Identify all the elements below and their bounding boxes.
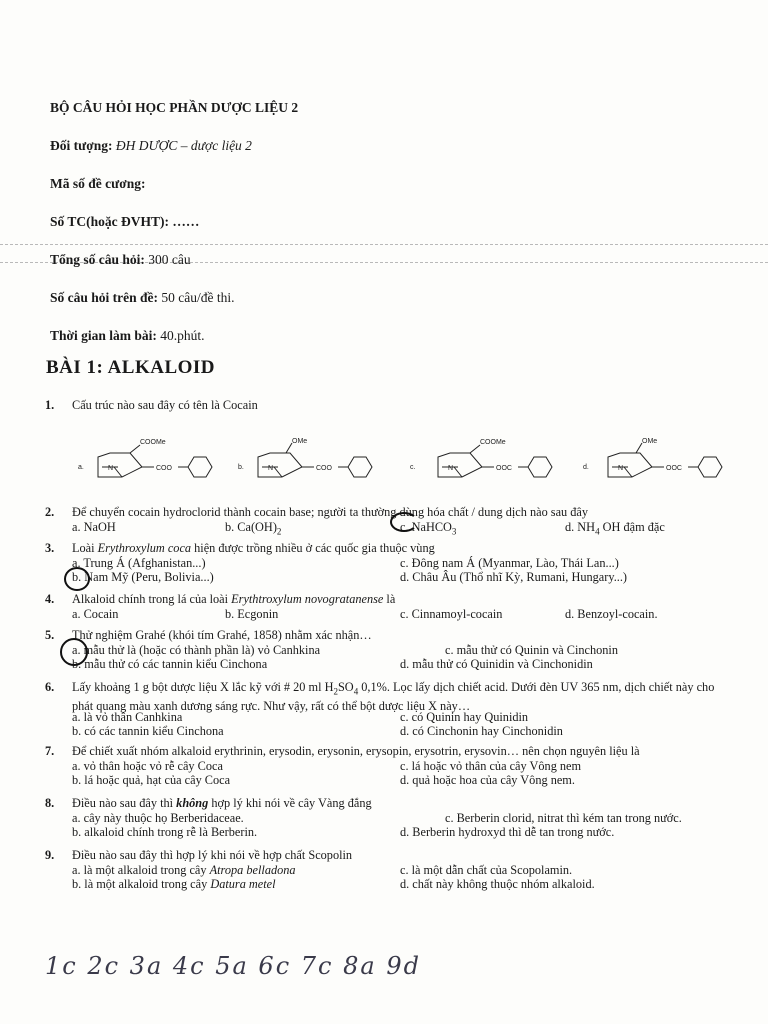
- answer-mark-2c: [390, 512, 418, 532]
- structure-label-c: c.: [410, 464, 416, 471]
- option-5b: b. mẫu thử có các tannin kiểu Cinchona: [72, 657, 268, 671]
- structure-n-d: N: [618, 465, 624, 472]
- option-3c: c. Đông nam Á (Myanmar, Lào, Thái Lan...): [400, 556, 619, 570]
- structure-top-group-d: OMe: [642, 438, 658, 445]
- answer-mark-3b: [64, 567, 90, 591]
- option-8c: c. Berberin clorid, nitrat thì kém tan trong nước.: [445, 811, 682, 825]
- questions-per-exam: Số câu hỏi trên đề: 50 câu/đề thi.: [50, 290, 235, 305]
- structure-label-d: d.: [583, 464, 589, 471]
- option-5d: d. mẫu thử có Quinidin và Cinchonidin: [400, 657, 593, 671]
- option-5c: c. mẫu thử có Quinin và Cinchonin: [445, 643, 618, 657]
- structure-n-a: N: [108, 465, 114, 472]
- option-8b: b. alkaloid chính trong rễ là Berberin.: [72, 825, 258, 839]
- exam-duration: Thời gian làm bài: 40.phút.: [50, 328, 205, 343]
- option-5a: a. mẫu thử là (hoặc có thành phần là) vỏ Canhkina: [72, 643, 321, 657]
- option-9d: d. chất này không thuộc nhóm alkaloid.: [400, 877, 595, 891]
- option-7c: c. lá hoặc vỏ thân của cây Vông nem: [400, 759, 582, 773]
- structure-side-group-b: COO: [316, 465, 332, 472]
- handwritten-answer-key: 1c 2c 3a 4c 5a 6c 7c 8a 9d: [45, 952, 421, 980]
- option-8d: d. Berberin hydroxyd thì dễ tan trong nước.: [400, 825, 615, 839]
- structure-side-group-d: OOC: [666, 465, 682, 472]
- option-3b: b. Nam Mỹ (Peru, Bolivia...): [72, 570, 214, 584]
- scan-divider: [0, 244, 768, 245]
- credit-count: Số TC(hoặc ĐVHT): ……: [50, 214, 200, 229]
- option-6a: a. là vỏ thân Canhkina: [72, 710, 183, 724]
- option-4c: c. Cinnamoyl-cocain: [400, 607, 503, 621]
- option-2c: c. NaHCO$_3$: [400, 520, 457, 537]
- total-questions: Tổng số câu hỏi: 300 câu: [50, 252, 191, 267]
- option-7a: a. vỏ thân hoặc vỏ rễ cây Coca: [72, 759, 223, 773]
- option-2b: b. $Ca(OH)_2$: [225, 520, 282, 537]
- option-6d: d. có Cinchonin hay Cinchonidin: [400, 724, 563, 738]
- option-2a: a. NaOH: [72, 520, 116, 534]
- structure-options: [70, 435, 730, 495]
- option-3d: d. Châu Âu (Thổ nhĩ Kỳ, Rumani, Hungary...): [400, 570, 628, 584]
- structure-d: [608, 443, 722, 477]
- option-3a: a. Trung Á (Afghanistan...): [72, 556, 206, 570]
- option-7d: d. quả hoặc hoa của cây Vông nem.: [400, 773, 575, 787]
- structure-n-c: N: [448, 465, 454, 472]
- document-page: BỘ CÂU HỎI HỌC PHẦN DƯỢC LIỆU 2 Đối tượng: ĐH DƯỢC – dược liệu 2 Mã số đề cương: Số TC(hoặc ĐVHT): …… Tổng số câu hỏi: 300 câu Số câu hỏi trên đề: 50 câu/đề thi. Thời gian làm bài: 40.phút. BÀI 1: ALKALOID 1. Cấu trúc nào sau đây có tên là Cocain a. COOMe COO N b. OMe COO N c. COOMe OOC N d. OMe OOC N 2. Để chuyển cocain hydroclorid thành cocain base; người ta thường dùng hóa chất / dung dịch nào sau đây a. NaOH b. $Ca(OH)_2$ c. NaHCO$_3$ d. $NH_4$ OH đậm đặc 3. Loài Erythroxylum coca hiện được trồng nhiều ở các quốc gia thuộc vùng a. Trung Á (Afghanistan...) b. Nam Mỹ (Peru, Bolivia...) c. Đông nam Á (Myanmar, Lào, Thái Lan...) d. Châu Âu (Thổ nhĩ Kỳ, Rumani, Hungary...) 4. Alkaloid chính trong lá của loài Erythtroxylum novogratanense là a. Cocain b. Ecgonin c. Cinnamoyl-cocain d. Benzoyl-cocain. 5. Thử nghiệm Grahé (khói tím Grahé, 1858) nhằm xác nhận… a. mẫu thử là (hoặc có thành phần là) vỏ Canhkina b. mẫu thử có các tannin kiểu Cinchona c. mẫu thử có Quinin và Cinchonin d. mẫu thử có Quinidin và Cinchonidin 6. Lấy khoảng 1 g bột dược liệu X lắc kỹ với # 20 ml $H_2SO_4$ 0,1%. Lọc lấy dịch chiết acid. Dưới đèn UV 365 nm, dịch chiết này cho phát quang màu xanh dương sáng rực. Như vậy, rất có thể bột dược liệu X này… a. là vỏ thân Canhkina b. có các tannin kiểu Cinchona c. có Quinin hay Quinidin d. có Cinchonin hay Cinchonidin 7. Để chiết xuất nhóm alkaloid erythrinin, erysodin, erysonin, erysopin, erysotrin, erysovin… nên chọn nguyên liệu là a. vỏ thân hoặc vỏ rễ cây Coca b. lá hoặc quả, hạt của cây Coca c. lá hoặc vỏ thân của cây Vông nem d. quả hoặc hoa của cây Vông nem. 8. Điều nào sau đây thì không hợp lý khi nói về cây Vàng đắng a. cây này thuộc họ Berberidaceae. b. alkaloid chính trong rễ là Berberin. c. Berberin clorid, nitrat thì kém tan trong nước. d. Berberin hydroxyd thì dễ tan trong nước. 9. Điều nào sau đây thì hợp lý khi nói về hợp chất Scopolin a. là một alkaloid trong cây Atropa belladona b. là một alkaloid trong cây Datura metel c. là một dẫn chất của Scopolamin. d. chất này không thuộc nhóm alkaloid. 1c 2c 3a 4c 5a 6c 7c 8a 9d: [0, 0, 768, 1024]
- answer-mark-5a: [60, 638, 88, 666]
- structure-top-group-c: COOMe: [480, 439, 506, 446]
- structure-top-group-a: COOMe: [140, 439, 166, 446]
- option-6b: b. có các tannin kiểu Cinchona: [72, 724, 224, 738]
- section-title: BÀI 1: ALKALOID: [46, 357, 216, 378]
- structure-n-b: N: [268, 465, 274, 472]
- structure-a: [98, 445, 212, 477]
- structure-b: [258, 443, 372, 477]
- target-audience: Đối tượng: ĐH DƯỢC – dược liệu 2: [50, 138, 252, 153]
- structure-label-b: b.: [238, 464, 244, 471]
- option-4b: b. Ecgonin: [225, 607, 279, 621]
- option-2d: d. $NH_4$ OH đậm đặc: [565, 520, 665, 537]
- structure-label-a: a.: [78, 464, 84, 471]
- option-6c: c. có Quinin hay Quinidin: [400, 710, 529, 724]
- option-9a: a. là một alkaloid trong cây Atropa belladona: [72, 863, 296, 877]
- option-9c: c. là một dẫn chất của Scopolamin.: [400, 863, 573, 877]
- structure-top-group-b: OMe: [292, 438, 308, 445]
- structure-side-group-c: OOC: [496, 465, 512, 472]
- option-8a: a. cây này thuộc họ Berberidaceae.: [72, 811, 244, 825]
- option-7b: b. lá hoặc quả, hạt của cây Coca: [72, 773, 231, 787]
- structure-side-group-a: COO: [156, 465, 172, 472]
- option-4a: a. Cocain: [72, 607, 119, 621]
- outline-code: Mã số đề cương:: [50, 176, 146, 191]
- option-4d: d. Benzoyl-cocain.: [565, 607, 658, 621]
- structure-c: [438, 445, 552, 477]
- option-9b: b. là một alkaloid trong cây Datura metel: [72, 877, 276, 891]
- document-title: BỘ CÂU HỎI HỌC PHẦN DƯỢC LIỆU 2: [50, 100, 299, 115]
